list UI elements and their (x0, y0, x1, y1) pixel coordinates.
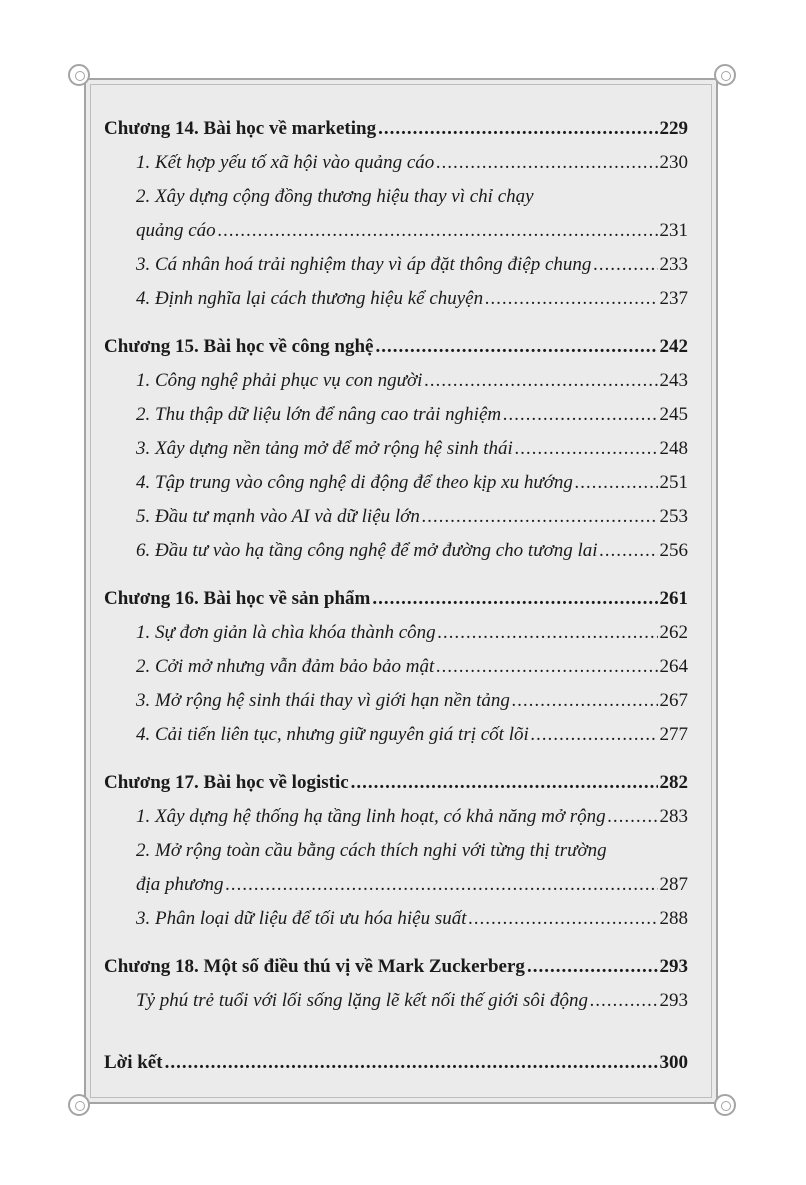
dot-leader (436, 146, 657, 180)
dot-leader (515, 432, 658, 466)
dot-leader (469, 902, 658, 936)
page-number: 243 (659, 370, 688, 391)
chapter-entry (104, 950, 688, 984)
corner-ornament (714, 1094, 736, 1116)
dot-leader (372, 582, 657, 616)
section-title-line1: 2. Mở rộng toàn cầu bằng cách thích nghi với từng thị trường (136, 840, 607, 861)
chapter-title: Chương 17. Bài học về logistic (104, 772, 349, 793)
chapter-title: Chương 16. Bài học về sản phẩm (104, 588, 371, 609)
page-number: 267 (659, 690, 688, 711)
section-title: 3. Mở rộng hệ sinh thái thay vì giới hạn nền tảng (136, 690, 510, 711)
section-title: 1. Công nghệ phải phục vụ con người (136, 370, 423, 391)
page-number: 283 (659, 806, 688, 827)
section-title: địa phương (136, 874, 224, 895)
dot-leader (608, 800, 658, 834)
chapter-entry (104, 766, 688, 800)
section-title: 3. Xây dựng nền tảng mở để mở rộng hệ sinh thái (136, 438, 513, 459)
corner-ornament (68, 64, 90, 86)
chapter-entry (104, 112, 688, 146)
section-title: 5. Đầu tư mạnh vào AI và dữ liệu lớn (136, 506, 420, 527)
dot-leader (218, 214, 658, 248)
section-title: 3. Phân loại dữ liệu để tối ưu hóa hiệu suất (136, 908, 467, 929)
section-entry (104, 364, 688, 398)
dot-leader (512, 684, 658, 718)
dot-leader (226, 868, 658, 902)
page-number: 242 (659, 336, 688, 357)
section-entry (104, 684, 688, 718)
dot-leader (165, 1046, 658, 1080)
page-number: 261 (659, 588, 688, 609)
section-entry (104, 398, 688, 432)
section-title: 4. Tập trung vào công nghệ di động để theo kịp xu hướng (136, 472, 573, 493)
section-title: 1. Kết hợp yếu tố xã hội vào quảng cáo (136, 152, 435, 173)
section-entry (104, 432, 688, 466)
ending-entry (104, 1046, 688, 1080)
dot-leader (590, 984, 658, 1018)
dot-leader (531, 718, 658, 752)
page-number: 253 (659, 506, 688, 527)
page-number: 300 (659, 1052, 688, 1073)
section-title: quảng cáo (136, 220, 216, 241)
section-entry (104, 800, 688, 834)
table-of-contents (104, 112, 688, 1080)
section-entry (104, 534, 688, 568)
dot-leader (485, 282, 657, 316)
chapter-entry (104, 330, 688, 364)
section-entry (104, 282, 688, 316)
dot-leader (503, 398, 657, 432)
section-title: 6. Đầu tư vào hạ tầng công nghệ để mở đường cho tương lai (136, 540, 598, 561)
section-title: 2. Cởi mở nhưng vẫn đảm bảo bảo mật (136, 656, 435, 677)
section-entry (104, 718, 688, 752)
page-number: 256 (659, 540, 688, 561)
dot-leader (575, 466, 658, 500)
dot-leader (378, 112, 657, 146)
page-number: 277 (659, 724, 688, 745)
section-entry (104, 214, 688, 248)
page-number: 293 (659, 956, 688, 977)
dot-leader (593, 248, 657, 282)
page-number: 230 (659, 152, 688, 173)
corner-ornament (68, 1094, 90, 1116)
dot-leader (436, 650, 657, 684)
section-title: 2. Thu thập dữ liệu lớn để nâng cao trải nghiệm (136, 404, 502, 425)
page-number: 233 (659, 254, 688, 275)
page-number: 293 (659, 990, 688, 1011)
section-title: 3. Cá nhân hoá trải nghiệm thay vì áp đặt thông điệp chung (136, 254, 592, 275)
corner-ornament (714, 64, 736, 86)
section-title-line1: 2. Xây dựng cộng đồng thương hiệu thay vì chỉ chạy (136, 186, 534, 207)
page-number: 231 (659, 220, 688, 241)
section-title: 1. Xây dựng hệ thống hạ tầng linh hoạt, có khả năng mở rộng (136, 806, 606, 827)
dot-leader (600, 534, 658, 568)
dot-leader (351, 766, 658, 800)
page-number: 262 (659, 622, 688, 643)
section-title: 4. Cải tiến liên tục, nhưng giữ nguyên giá trị cốt lõi (136, 724, 529, 745)
section-entry (104, 650, 688, 684)
section-entry (104, 902, 688, 936)
dot-leader (375, 330, 657, 364)
dot-leader (424, 364, 657, 398)
chapter-title: Chương 15. Bài học về công nghệ (104, 336, 374, 357)
section-entry (104, 616, 688, 650)
page-number: 287 (659, 874, 688, 895)
page-number: 237 (659, 288, 688, 309)
page-number: 229 (659, 118, 688, 139)
section-entry (104, 248, 688, 282)
dot-leader (422, 500, 658, 534)
section-entry (104, 500, 688, 534)
section-title: Tỷ phú trẻ tuổi với lối sống lặng lẽ kết nối thế giới sôi động (136, 990, 588, 1011)
chapter-title: Chương 18. Một số điều thú vị về Mark Zuckerberg (104, 956, 525, 977)
section-title: 1. Sự đơn giản là chìa khóa thành công (136, 622, 436, 643)
page-number: 251 (659, 472, 688, 493)
page-number: 248 (659, 438, 688, 459)
page-number: 288 (659, 908, 688, 929)
section-entry (104, 146, 688, 180)
ending-title: Lời kết (104, 1052, 163, 1073)
section-entry (104, 868, 688, 902)
chapter-title: Chương 14. Bài học về marketing (104, 118, 377, 139)
section-entry (104, 466, 688, 500)
section-entry (104, 984, 688, 1018)
page-number: 282 (659, 772, 688, 793)
dot-leader (438, 616, 658, 650)
chapter-entry (104, 582, 688, 616)
page-number: 245 (659, 404, 688, 425)
page-number: 264 (659, 656, 688, 677)
section-title: 4. Định nghĩa lại cách thương hiệu kể chuyện (136, 288, 484, 309)
dot-leader (527, 950, 658, 984)
